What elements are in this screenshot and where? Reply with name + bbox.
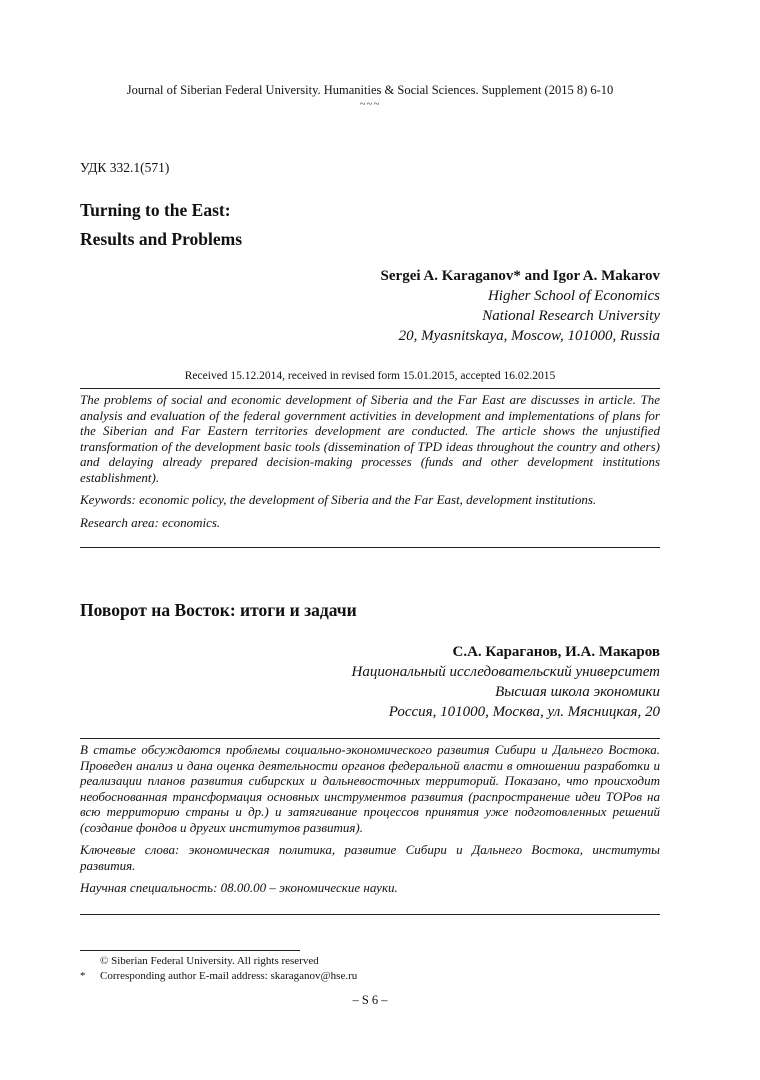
footnote-corresponding bbox=[80, 969, 357, 984]
abstract-en bbox=[80, 392, 660, 537]
affiliation-ru-line-1: Национальный исследовательский университет bbox=[351, 664, 660, 680]
journal-header: Journal of Siberian Federal University. Humanities & Social Sciences. Supplement (2015 8) 6-10 bbox=[126, 83, 614, 97]
footnote-rule bbox=[80, 950, 300, 951]
affiliation-ru-line-2: Высшая школа экономики bbox=[495, 684, 660, 700]
udk-code: УДК 332.1(571) bbox=[80, 160, 170, 175]
title-line-1: Turning to the East: bbox=[80, 200, 231, 220]
corresponding-text: Corresponding author E-mail address: skaraganov@hse.ru bbox=[100, 970, 358, 982]
affiliation-line-3: 20, Myasnitskaya, Moscow, 101000, Russia bbox=[398, 328, 660, 344]
abstract-bottom-rule bbox=[80, 547, 660, 548]
footnotes bbox=[80, 954, 357, 984]
title-line-2: Results and Problems bbox=[80, 229, 243, 249]
abstract-ru-top-rule bbox=[80, 738, 660, 739]
specialty-ru: Научная специальность: 08.00.00 – экономические науки. bbox=[80, 880, 398, 895]
header-separator: ~~~ bbox=[359, 98, 381, 110]
affiliation-line-1: Higher School of Economics bbox=[487, 288, 660, 304]
footnote-star: * bbox=[80, 970, 86, 982]
abstract-ru-bottom-rule bbox=[80, 914, 660, 915]
author-names: Sergei A. Karaganov* and Igor A. Makarov bbox=[380, 268, 660, 284]
author-names-ru: С.А. Караганов, И.А. Макаров bbox=[452, 644, 660, 660]
abstract-ru bbox=[80, 742, 660, 903]
affiliation-ru-line-3: Россия, 101000, Москва, ул. Мясницкая, 20 bbox=[388, 704, 660, 720]
page-number: – S 6 – bbox=[352, 993, 388, 1007]
abstract-en-text: The problems of social and economic development of Siberia and the Far East are discusses in article. The analysis and evaluation of the federal government activities in development and implementations of plans for the Siberian and Far Eastern territories development are conducted. The article shows the unjustified transformation of the development basic tools (dissemination of TPD ideas throughout the country and others) and delaying already prepared decision-making processes (funds and other development institutions establishment). bbox=[80, 392, 660, 485]
affiliation-line-2: National Research University bbox=[482, 308, 660, 324]
copyright-text: © Siberian Federal University. All rights reserved bbox=[100, 955, 319, 967]
abstract-ru-text: В статье обсуждаются проблемы социально-экономического развития Сибири и Дальнего Востока. Проведен анализ и дана оценка деятельности органов федеральной власти в отношении разработки и реализации планов развития сибирских и дальневосточных территорий. Показано, что происходит необоснованная трансформация основных инструментов развития (распространение идеи ТОРов на всю территорию страны и др.) и затягивание процессов принятия уже подготовленных решений (создание фондов и других институтов развития). bbox=[80, 742, 660, 835]
research-area-en: Research area: economics. bbox=[80, 514, 221, 530]
article-title bbox=[80, 196, 242, 254]
article-title-ru: Поворот на Восток: итоги и задачи bbox=[80, 600, 357, 620]
abstract-top-rule bbox=[80, 388, 660, 389]
keywords-ru: Ключевые слова: экономическая политика, развитие Сибири и Дальнего Востока, институты развития. bbox=[80, 842, 660, 873]
authors-block-en bbox=[381, 266, 660, 346]
authors-block-ru bbox=[352, 642, 660, 722]
received-dates: Received 15.12.2014, received in revised form 15.01.2015, accepted 16.02.2015 bbox=[184, 370, 556, 382]
footnote-copyright bbox=[80, 954, 357, 969]
keywords-en: Keywords: economic policy, the development of Siberia and the Far East, development institutions. bbox=[80, 492, 597, 507]
